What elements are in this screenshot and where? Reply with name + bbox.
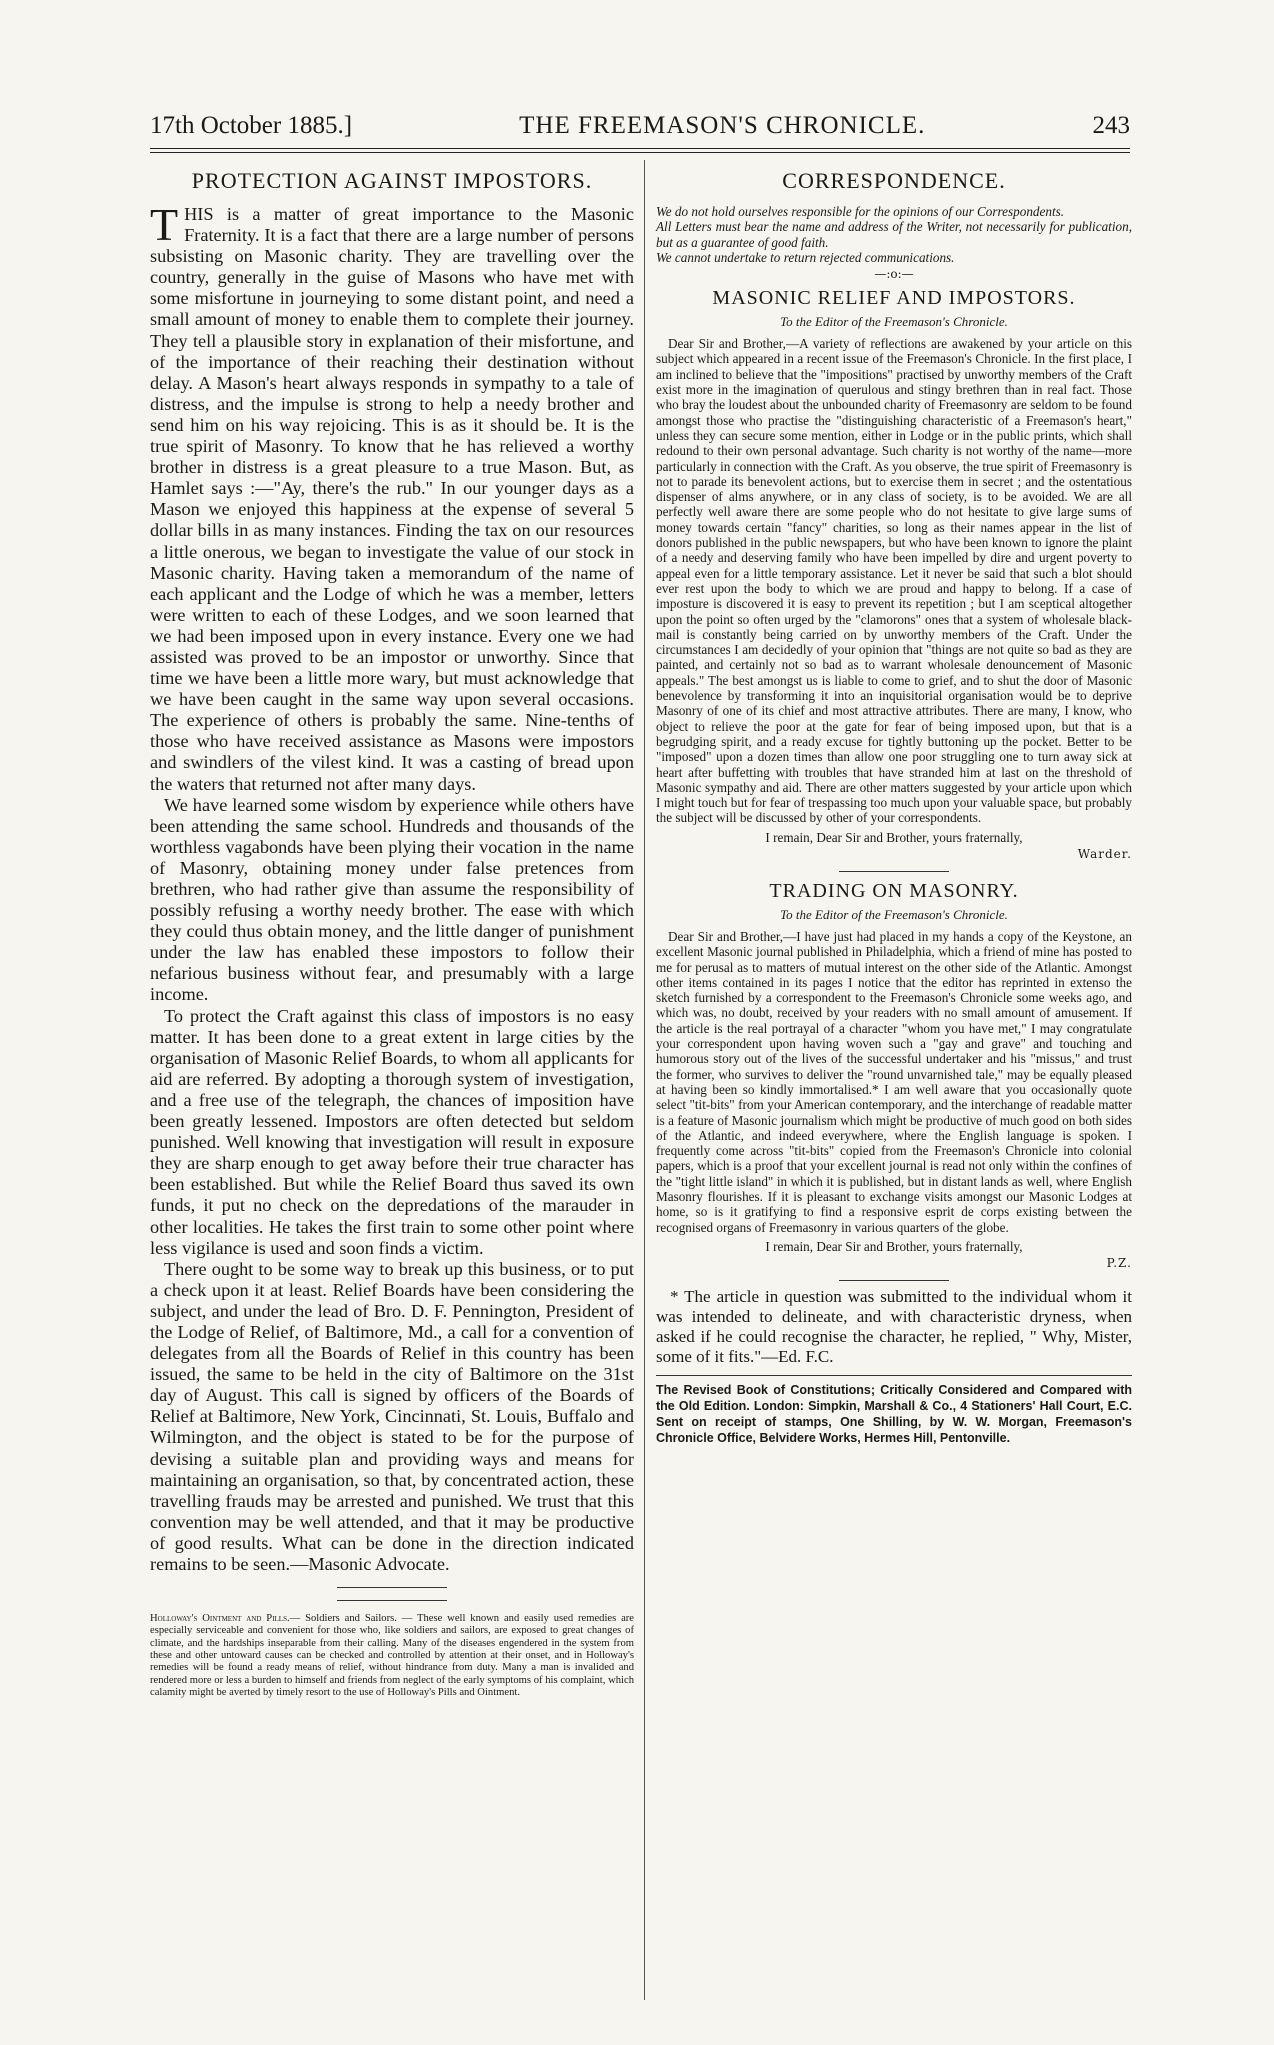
article-paragraph: There ought to be some way to break up this business, or to put a check upon it at least. Relief Boards have been considering the subject, and under the lead of Bro. D. F. Pennington, President of the Lodge of Relief, of Baltimore, Md., a call for a convention of delegates from all the Boards of Relief in this country has been issued, the same to be held in the city of Baltimore on the 31st day of August. This call is signed by officers of the Boards of Relief at Baltimore, New York, Cincinnati, St. Louis, Buffalo and Wilmington, and the object is stated to be for the purpose of devising a suitable plan and providing ways and means for maintaining an organisation, so that, by concentrated action, these travelling frauds may be arrested and punished. We trust that this convention may be well attended, and that it may be productive of good results. What can be done in the direction indicated remains to be seen.—Masonic Advocate. xyxy=(150,1258,634,1574)
section-rule xyxy=(337,1587,447,1588)
section-rule xyxy=(839,871,949,872)
publication-title: THE FREEMASON'S CHRONICLE. xyxy=(519,112,926,139)
letter-signature: P.Z. xyxy=(1106,1256,1132,1271)
page-number: 243 xyxy=(1092,112,1130,139)
letter-title: MASONIC RELIEF AND IMPOSTORS. xyxy=(712,287,1076,310)
letter-closing: I remain, Dear Sir and Brother, yours fraternally, xyxy=(765,829,1023,845)
holloway-advert xyxy=(150,1613,634,1699)
letter-closing: I remain, Dear Sir and Brother, yours fraternally, xyxy=(765,1238,1023,1254)
section-rule xyxy=(656,1375,1132,1376)
column-divider xyxy=(644,160,645,2000)
letter-paragraph: Dear Sir and Brother,—I have just had placed in my hands a copy of the Keystone, an excellent Masonic journal published in Philadelphia, which a friend of mine has posted to me for perusal as to matters of mutual interest on the other side of the Atlantic. Amongst other items contained in its pages I notice that the editor has reprinted in extenso the sketch furnished by a correspondent to the Freemason's Chronicle some weeks ago, and which was, no doubt, received by your readers with no small amount of amusement. If the article is the real portrayal of a character "whom you have met," I may congratulate your correspondent upon having woven such a "gay and grave" and touching and humorous story out of the lives of the successful undertaker and his "missus," and trust the former, who survives to deliver the "round unvarnished tale," may be equally pleased at having been so kindly immortalised.* I am well aware that you occasionally quote select "tit-bits" from your American contemporary, and the interchange of readable matter is a feature of Masonic journalism which might be productive of much good on both sides of the Atlantic, and indeed everywhere, where the English language is spoken. I frequently come across "tit-bits" copied from the Freemason's Chronicle into colonial papers, which is a proof that your excellent journal is read not only within the confines of the "tight little island" in which it is published, but in distant lands as well, where English Masonry flourishes. If it is pleasant to exchange visits amongst our Masonic Lodges at home, so is it gratifying to find a responsive esprit de corps existing between the recognised organs of Freemasonry in various quarters of the globe. xyxy=(656,928,1132,1235)
header-rule xyxy=(150,148,1130,149)
section-rule xyxy=(839,1280,949,1281)
disclaimer-line: All Letters must bear the name and address of the Writer, not necessarily for publication, but as a guarantee of good faith. xyxy=(656,219,1132,250)
letter-signature: Warder. xyxy=(1077,846,1132,861)
letter-addressee: To the Editor of the Freemason's Chronicle. xyxy=(780,314,1008,330)
separator-ornament: —:o:— xyxy=(874,267,914,282)
article-title: PROTECTION AGAINST IMPOSTORS. xyxy=(191,168,593,193)
issue-date: 17th October 1885.] xyxy=(150,112,353,139)
header-rule-secondary xyxy=(150,152,1130,153)
section-rule xyxy=(337,1600,447,1601)
letter-addressee: To the Editor of the Freemason's Chronicle. xyxy=(780,906,1008,922)
article-paragraph: We have learned some wisdom by experience while others have been attending the same school. Hundreds and thousands of the worthless vagabonds have been plying their vocation in the name of Masonry, obtaining money under false pretences from brethren, who had rather give than assume the responsibility of possibly refusing a worthy needy brother. The ease with which they could thus obtain money, and the little danger of punishment under the law has enabled these impostors to follow their nefarious business without fear, and presumably with a large income. xyxy=(150,794,634,1005)
letter-title: TRADING ON MASONRY. xyxy=(769,879,1019,902)
right-column xyxy=(656,160,1132,1446)
left-column xyxy=(150,160,634,1699)
advert-text: — Soldiers and Sailors. — These well known and easily used remedies are especially serviceable and convenient for those who, like soldiers and sailors, are exposed to great changes of climate, and the hardships inseparable from their calling. Many of the diseases engendered in the system from these and other untoward causes can be checked and controlled by attention at their onset, and in Holloway's remedies will be found a ready means of relief, without hindrance from duty. Many a man is invalided and rendered more or less a burden to himself and friends from neglect of the early symptoms of his complaint, which calamity might be averted by timely resort to the use of Holloway's Pills and Ointment. xyxy=(150,1613,635,1698)
advert-lead: Holloway's Ointment and Pills. xyxy=(150,1613,290,1625)
letter-paragraph: Dear Sir and Brother,—A variety of reflections are awakened by your article on this subject which appeared in a recent issue of the Freemason's Chronicle. In the first place, I am inclined to believe that the "impositions" practised by unworthy members of the Craft exist more in the imagination of querulous and stingy brethren than in real fact. Those who bray the loudest about the unbounded charity of Freemasonry are seldom to be found amongst those who practise the "distinguishing characteristic of a Freemason's heart," unless they can secure some mention, either in Lodge or in the public prints, which shall redound to their own personal advantage. Such charity is not worthy of the name—more particularly in connection with the Craft. As you observe, the true spirit of Freemasonry is not to parade its benevolent actions, but to exercise them in secret ; and the ostentatious dispenser of alms anywhere, or in any class of society, is to be avoided. We are all perfectly well aware there are some people who do not hesitate to give large sums of money towards certain "fancy" charities, so long as their names appear in the list of donors published in the public newspapers, but who have been known to ignore the plaint of a needy and deserving family who have been impelled by dire and urgent poverty to appeal even for a little temporary assistance. Let it never be said that such a blot should ever rest upon the body to which we are proud and happy to belong. If a case of imposture is discovered it is easy to prevent its repetition ; but I am sceptical altogether upon the point so often urged by the "clamorons" ones that a system of wholesale black-mail is constantly being carried on by unworthy members of the Craft. Under the circumstances I am decidedly of your opinion that "things are not quite so bad as they are painted, and certainly not so bad as to warrant wholesale denouncement of Masonic appeals." The best amongst us is liable to come to grief, and to shut the door of Masonic benevolence by transforming it into an inquisitorial organisation would be to deprive Masonry of one of its chief and most attractive attributes. There are many, I know, who object to relieve the poor at the gate for fear of being imposed upon, but that is a begrudging spirit, and a ready excuse for tightly buttoning up the pocket. Better to be "imposed" upon a dozen times than allow one poor struggling one to turn away sick at heart after buffetting with troubles that have stranded him at last on the threshold of Masonic sympathy and aid. There are other matters suggested by your article upon which I might touch but for fear of trespassing too much upon your valuable space, but probably the subject will be discussed by other of your correspondents. xyxy=(656,336,1132,826)
drop-cap: T xyxy=(150,199,179,250)
correspondence-title: CORRESPONDENCE. xyxy=(782,168,1006,193)
editor-footnote: * The article in question was submitted to the individual whom it was intended to delineate, and with characteristic dryness, when asked if he could recognise the character, he replied, " Why, Mister, some of it fits."—Ed. F.C. xyxy=(656,1287,1132,1367)
disclaimer-line: We cannot undertake to return rejected communications. xyxy=(656,249,955,265)
page-header xyxy=(150,112,1130,152)
constitutions-advert: The Revised Book of Constitutions; Critically Considered and Compared with the Old Edition. London: Simpkin, Marshall & Co., 4 Stationers' Hall Court, E.C. Sent on receipt of stamps, One Shilling, by W. W. Morgan, Freemason's Chronicle Office, Belvidere Works, Hermes Hill, Pentonville. xyxy=(656,1383,1132,1446)
disclaimer-line: We do not hold ourselves responsible for the opinions of our Correspondents. xyxy=(656,204,1065,219)
article-paragraph: To protect the Craft against this class of impostors is no easy matter. It has been done to a great extent in large cities by the organisation of Masonic Relief Boards, to whom all applicants for aid are referred. By adopting a thorough system of investigation, and a free use of the telegraph, the chances of imposition have been greatly lessened. Impostors are often detected but seldom punished. Well knowing that investigation will result in exposure they are sharp enough to get away before their true character has been established. But while the Relief Board thus saved its own funds, it put no check on the depredations of the marauder in other localities. He takes the first train to some other point where less vigilance is used and soon finds a victim. xyxy=(150,1005,635,1258)
article-paragraph: THIS is a matter of great importance to the Masonic Fraternity. It is a fact that there are a large number of persons subsisting on Masonic charity. They are travelling over the country, generally in the guise of Masons who have met with some misfortune in journeying to some distant point, and need a small amount of money to enable them to complete their journey. They tell a plausible story in explanation of their misfortune, and of the importance of their reaching their destination without delay. A Mason's heart always responds in sympathy to a tale of distress, and the impulse is strong to help a needy brother and send him on his way rejoicing. This is as it should be. It is the true spirit of Masonry. To know that he has relieved a worthy brother in distress is a great pleasure to a true Mason. But, as Hamlet says :—"Ay, there's the rub." In our younger days as a Mason we enjoyed this happiness at the expense of several 5 dollar bills in as many instances. Finding the tax on our resources a little onerous, we began to investigate the value of our stock in Masonic charity. Having taken a memorandum of the name of each applicant and the Lodge of which he was a member, letters were written to each of these Lodges, and we soon learned that we had been imposed upon in every instance. Every one we had assisted was proved to be an impostor or unworthy. Since that time we have been a little more wary, but must acknowledge that we have been caught in the same way upon several occasions. The experience of others is probably the same. Nine-tenths of those who have received assistance as Masons were impostors and swindlers of the vilest kind. It was a casting of bread upon the waters that returned not after many days. xyxy=(150,199,634,794)
